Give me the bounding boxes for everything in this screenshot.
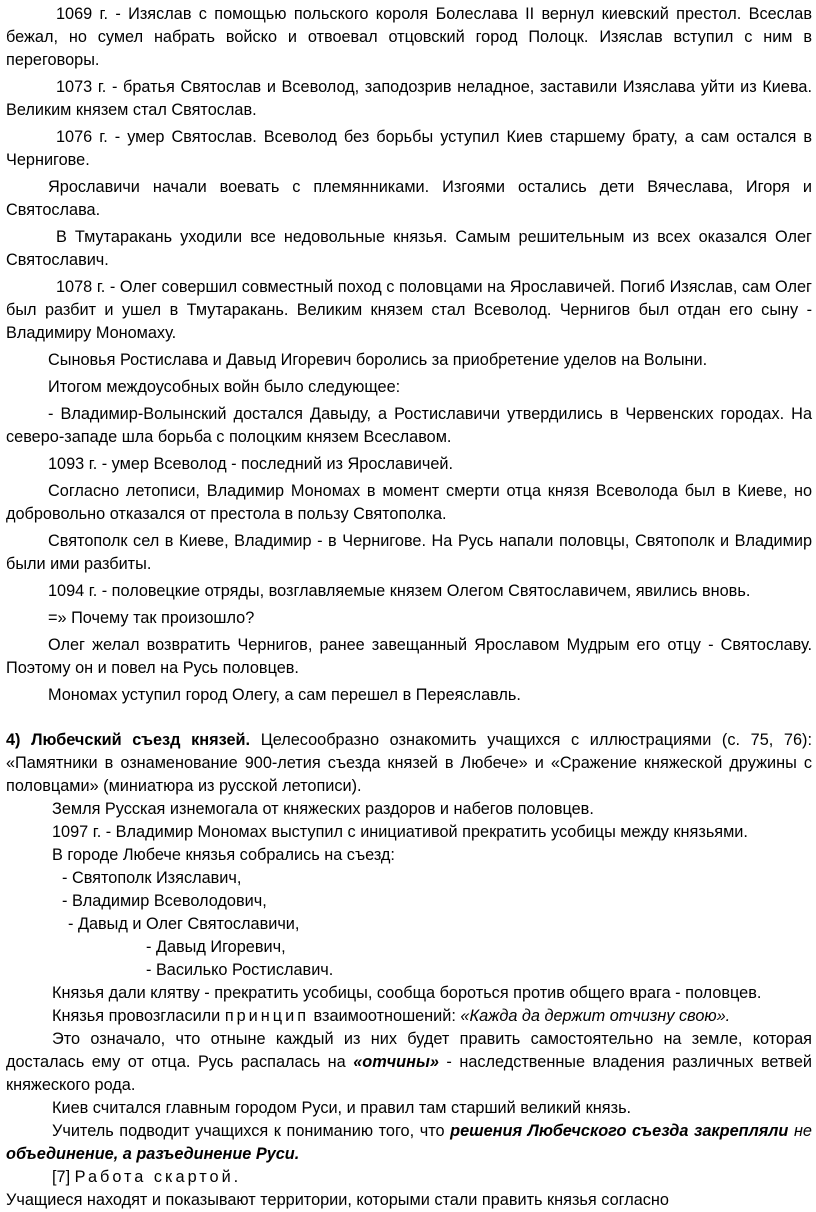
section-4-intro: 4) Любечский съезд князей. Целесообразно ознакомить учащихся с иллюстрациями (с. 75, 76): «Памятники в ознаменование 900-летия съезда князей в Любече» и «Сражение княжеской дружины с половцами» (миниатюра из русской летописи). <box>6 731 812 795</box>
list-item: - Святополк Изяславич, <box>62 869 242 887</box>
paragraph-students: Учащиеся находят и показывают территории, которыми стали править князья согласно <box>6 1191 669 1209</box>
paragraph-vladimir-volynsky: - Владимир-Волынский достался Давыду, а Ростиславичи утвердились в Червенских городах. На северо-западе шла борьба с полоцким князем Всеславом. <box>6 405 812 446</box>
principle-quote: «Кажда да держит отчизну свою». <box>460 1007 731 1025</box>
paragraph-oleg: Олег желал возвратить Чернигов, ранее завещанный Ярославом Мудрым его отцу - Святославу. Поэтому он и повел на Русь половцев. <box>6 636 812 677</box>
paragraph-otchiny: Это означало, что отныне каждый из них будет править самостоятельно на земле, которая досталась ему от отца. Русь распалась на «отчины» - наследственные владения различных ветвей княжеского рода. <box>6 1030 812 1094</box>
list-item: - Владимир Всеволодович, <box>62 892 267 910</box>
paragraph-result: Итогом междоусобных войн было следующее: <box>48 378 401 396</box>
princes-list <box>6 867 812 982</box>
paragraph-kiev: Киев считался главным городом Руси, и правил там старший великий князь. <box>52 1099 632 1117</box>
paragraph-tmutarakan: В Тмутаракань уходили все недовольные князья. Самым решительным из всех оказался Олег Святославич. <box>6 228 812 269</box>
paragraph-map-task: [7] Работа скартой. <box>52 1168 242 1186</box>
paragraph-1094: 1094 г. - половецкие отряды, возглавляемые князем Олегом Святославичем, явились вновь. <box>48 582 751 600</box>
paragraph-question: =» Почему так произошло? <box>48 609 255 627</box>
paragraph-1076: 1076 г. - умер Святослав. Всеволод без борьбы уступил Киев старшему брату, а сам остался в Чернигове. <box>6 128 812 169</box>
list-item: - Давыд Игоревич, <box>146 938 286 956</box>
paragraph-volyn: Сыновья Ростислава и Давыд Игоревич боролись за приобретение уделов на Волыни. <box>48 351 708 369</box>
otchiny-term: «отчины» <box>353 1053 439 1071</box>
paragraph-1069: 1069 г. - Изяслав с помощью польского короля Болеслава II вернул киевский престол. Всеслав бежал, но сумел набрать войско и отвоевал отцовский город Полоцк. Изяслав вступил с ним в переговоры. <box>6 5 812 69</box>
paragraph-svyatopolk: Святополк сел в Киеве, Владимир - в Чернигове. На Русь напали половцы, Святополк и Владимир были ими разбиты. <box>6 532 812 573</box>
list-item: - Василько Ростиславич. <box>146 961 334 979</box>
paragraph-lyubech: В городе Любече князья собрались на съезд: <box>52 846 395 864</box>
section-4-heading: 4) Любечский съезд князей. <box>6 731 251 749</box>
paragraph-1097: 1097 г. - Владимир Мономах выступил с инициативой прекратить усобицы между князьями. <box>52 823 748 841</box>
decision-emphasis: решения Любечского съезда закрепляли <box>450 1122 789 1140</box>
paragraph-yaroslavichi: Ярославичи начали воевать с племянниками. Изгоями остались дети Вячеслава, Игоря и Святослава. <box>6 178 812 219</box>
paragraph-oath: Князья дали клятву - прекратить усобицы, сообща бороться против общего врага - половцев. <box>52 984 762 1002</box>
paragraph-1093: 1093 г. - умер Всеволод - последний из Ярославичей. <box>48 455 453 473</box>
paragraph-monomakh: Мономах уступил город Олегу, а сам перешел в Переяславль. <box>48 686 521 704</box>
principle-word: принцип <box>224 1007 310 1025</box>
paragraph-chronicle: Согласно летописи, Владимир Мономах в момент смерти отца князя Всеволода был в Киеве, но добровольно отказался от престола в пользу Святополка. <box>6 482 812 523</box>
paragraph-teacher: Учитель подводит учащихся к пониманию того, что решения Любечского съезда закрепляли не объединение, а разъединение Руси. <box>6 1122 812 1163</box>
map-task-title: Работа скартой. <box>74 1168 242 1186</box>
paragraph-principle: Князья провозгласили принцип взаимоотношений: «Кажда да держит отчизну свою». <box>52 1007 731 1025</box>
document-page <box>6 3 812 1212</box>
paragraph-zemlya: Земля Русская изнемогала от княжеских раздоров и набегов половцев. <box>52 800 594 818</box>
paragraph-1078: 1078 г. - Олег совершил совместный поход с половцами на Ярославичей. Погиб Изяслав, сам Олег был разбит и ушел в Тмутаракань. Великим князем стал Всеволод. Чернигов был отдан его сыну - Владимиру Мономаху. <box>6 278 812 342</box>
list-item: - Давыд и Олег Святославичи, <box>68 915 300 933</box>
paragraph-1073: 1073 г. - братья Святослав и Всеволод, заподозрив неладное, заставили Изяслава уйти из Киева. Великим князем стал Святослав. <box>6 78 812 119</box>
section-gap <box>6 707 812 729</box>
